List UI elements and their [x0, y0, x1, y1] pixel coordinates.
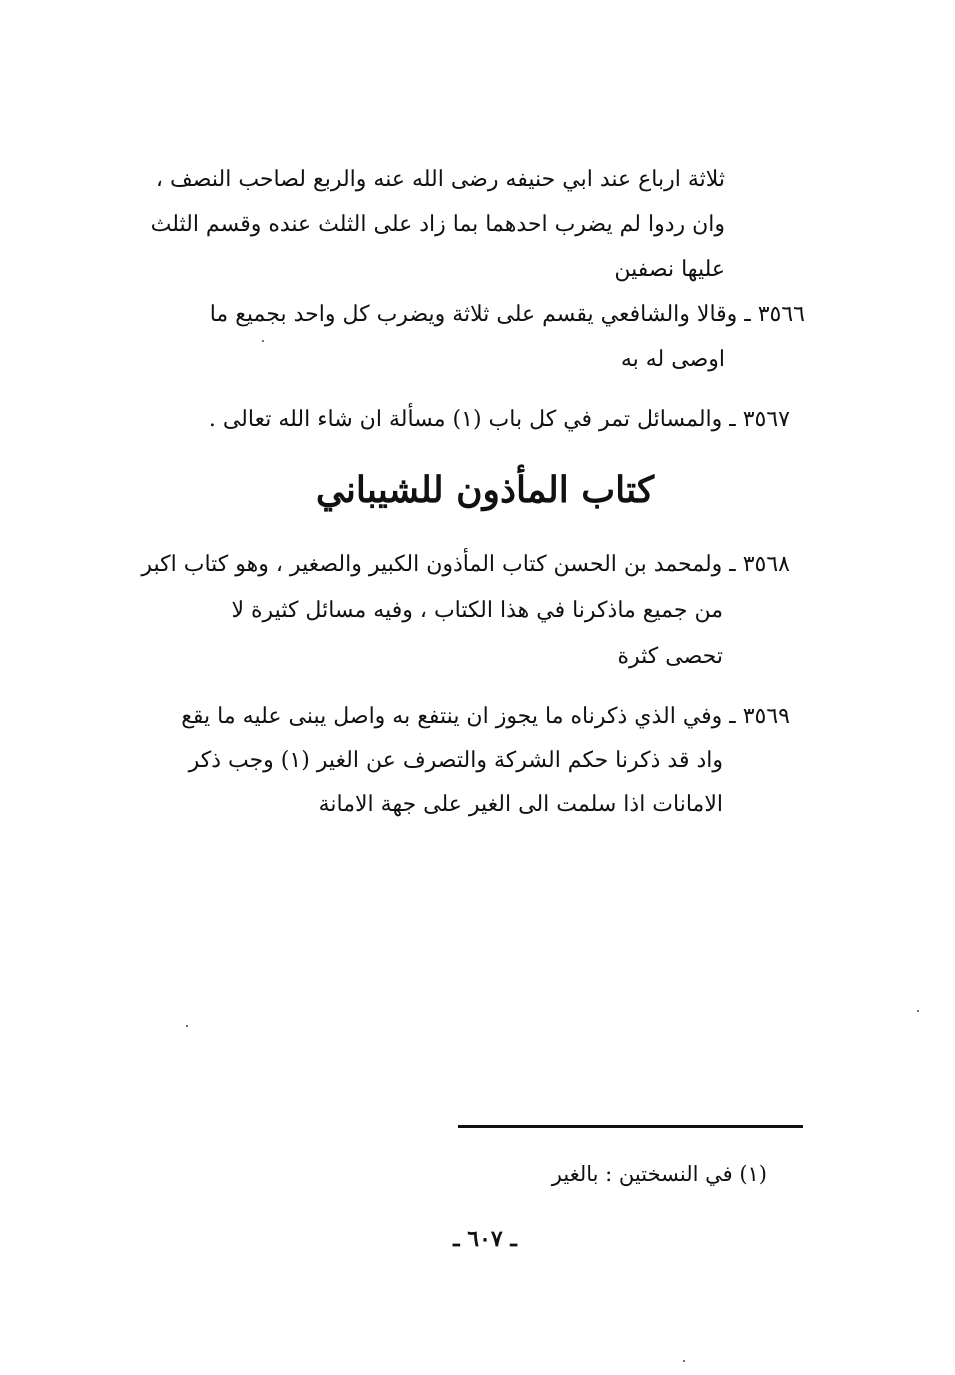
paragraph-3569-line: الامانات اذا سلمت الى الغير على جهة الامانة	[318, 792, 723, 817]
chapter-title: كتاب المأذون للشيباني	[315, 469, 655, 511]
paragraph-3567-line: ٣٥٦٧ ـ والمسائل تمر في كل باب (١) مسألة ان شاء الله تعالى .	[208, 407, 790, 432]
paragraph-3569-line: ٣٥٦٩ ـ وفي الذي ذكرناه ما يجوز ان ينتفع به واصل يبنى عليه ما يقع	[181, 704, 790, 729]
body-text-line: وان ردوا لم يضرب احدهما بما زاد على الثلث عنده وقسم الثلث	[150, 212, 725, 237]
page-number: ـ ٦٠٧ ـ	[453, 1226, 517, 1252]
paragraph-3568-line: من جميع ماذكرنا في هذا الكتاب ، وفيه مسائل كثيرة لا	[231, 598, 723, 623]
scan-speck	[683, 1360, 685, 1362]
paragraph-3566-line: ٣٥٦٦ ـ وقالا والشافعي يقسم على ثلاثة ويضرب كل واحد بجميع ما	[209, 302, 805, 327]
body-text-line: ثلاثة ارباع عند ابي حنيفه رضى الله عنه والربع لصاحب النصف ،	[155, 167, 725, 192]
paragraph-3569-line: واد قد ذكرنا حكم الشركة والتصرف عن الغير (١) وجب ذكر	[188, 748, 723, 773]
scan-speck	[917, 1010, 919, 1012]
paragraph-3566-line: اوصى له به	[620, 347, 725, 372]
footnote: (١) في النسختين : بالغير	[551, 1162, 767, 1186]
body-text-line: عليها نصفين	[614, 257, 725, 282]
paragraph-3568-line: ٣٥٦٨ ـ ولمحمد بن الحسن كتاب المأذون الكبير والصغير ، وهو كتاب اكبر	[141, 552, 790, 577]
scan-speck	[262, 340, 264, 342]
paragraph-3568-line: تحصى كثرة	[617, 644, 723, 669]
scan-speck	[186, 1025, 188, 1027]
footnote-separator	[458, 1125, 803, 1128]
